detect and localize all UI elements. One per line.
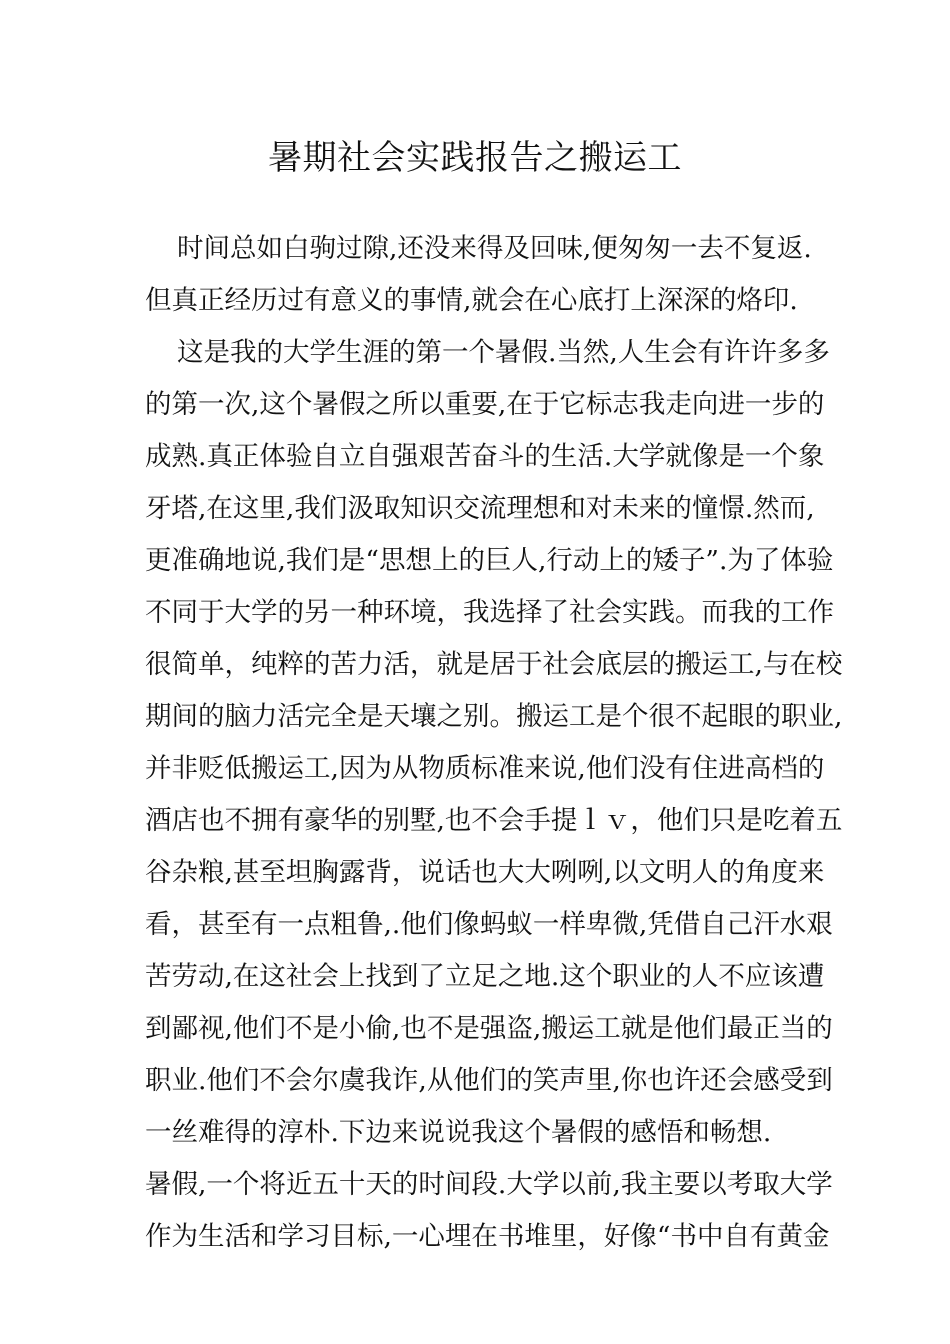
text-line: 谷杂粮,甚至坦胸露背，说话也大大咧咧,以文明人的角度来 <box>145 857 825 888</box>
text-line: 一丝难得的淳朴.下边来说说我这个暑假的感悟和畅想. <box>145 1117 772 1148</box>
text-line: 这是我的大学生涯的第一个暑假.当然,人生会有许许多多 <box>177 337 830 368</box>
text-line: 更准确地说,我们是“思想上的巨人,行动上的矮子”.为了体验 <box>145 545 834 576</box>
text-line: 很简单，纯粹的苦力活，就是居于社会底层的搬运工,与在校 <box>145 649 843 680</box>
text-line: 到鄙视,他们不是小偷,也不是强盗,搬运工就是他们最正当的 <box>145 1013 833 1044</box>
text-line: 成熟.真正体验自立自强艰苦奋斗的生活.大学就像是一个象 <box>145 441 825 472</box>
document-title: 暑期社会实践报告之搬运工 <box>268 138 682 178</box>
text-line: 职业.他们不会尔虞我诈,从他们的笑声里,你也许还会感受到 <box>145 1065 833 1096</box>
text-line: 苦劳动,在这社会上找到了立足之地.这个职业的人不应该遭 <box>145 961 825 992</box>
text-line: 时间总如白驹过隙,还没来得及回味,便匆匆一去不复返. <box>177 233 812 264</box>
text-line: 并非贬低搬运工,因为从物质标准来说,他们没有住进高档的 <box>145 753 825 784</box>
text-line: 酒店也不拥有豪华的别墅,也不会手提ｌｖ，他们只是吃着五 <box>145 805 843 836</box>
text-line: 牙塔,在这里,我们汲取知识交流理想和对未来的憧憬.然而, <box>145 493 815 524</box>
text-line: 但真正经历过有意义的事情,就会在心底打上深深的烙印. <box>145 285 798 316</box>
text-line: 的第一次,这个暑假之所以重要,在于它标志我走向进一步的 <box>145 389 825 420</box>
text-line: 暑假,一个将近五十天的时间段.大学以前,我主要以考取大学 <box>145 1169 833 1200</box>
text-line: 看，甚至有一点粗鲁,.他们像蚂蚁一样卑微,凭借自己汗水艰 <box>145 909 833 940</box>
text-line: 作为生活和学习目标,一心埋在书堆里，好像“书中自有黄金 <box>145 1221 830 1252</box>
document-body <box>145 223 843 1263</box>
text-line: 期间的脑力活完全是天壤之别。搬运工是个很不起眼的职业, <box>145 701 843 732</box>
text-line: 不同于大学的另一种环境，我选择了社会实践。而我的工作 <box>145 597 834 628</box>
